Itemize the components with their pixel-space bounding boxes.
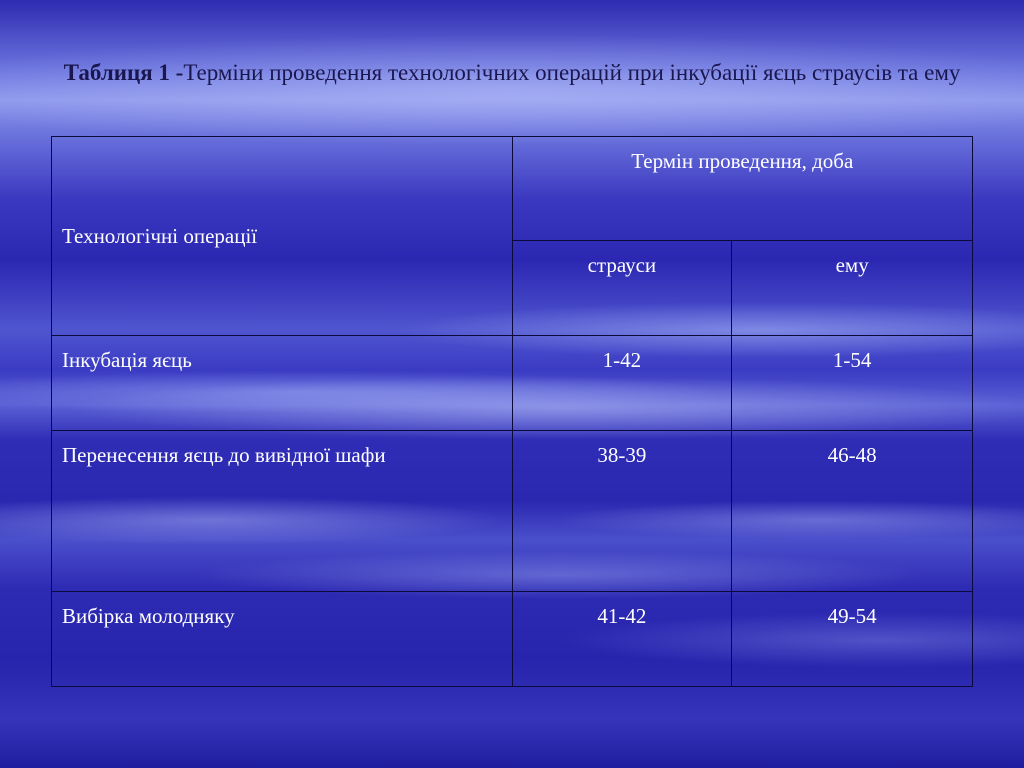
table-header-row [52,137,973,241]
header-cell-term [512,137,973,241]
table-row [52,592,973,687]
table-caption-text: Терміни проведення технологічних операцій при інкубації яєць страусів та ему [183,60,961,85]
operation-cell [52,431,513,592]
header-emu-label: ему [835,253,869,277]
operation-name: Інкубація яєць [62,348,192,372]
header-term-label: Термін проведення, доба [631,149,854,173]
header-ostrich-label: страуси [587,253,657,277]
operation-name: Перенесення яєць до вивідної шафи [62,443,386,467]
ostrich-term-cell [512,431,732,592]
emu-term-value: 1-54 [832,348,872,372]
header-cell-ostrich [512,241,732,336]
operation-cell [52,336,513,431]
emu-term-value: 46-48 [827,443,877,467]
header-cell-operations [52,137,513,336]
table-row [52,431,973,592]
ostrich-term-cell [512,336,732,431]
emu-term-cell [732,431,973,592]
ostrich-term-value: 41-42 [597,604,647,628]
ostrich-term-value: 1-42 [602,348,642,372]
incubation-terms-table [51,136,973,687]
table-row [52,336,973,431]
table-caption-prefix: Таблиця 1 - [63,60,184,85]
emu-term-cell [732,336,973,431]
operation-name: Вибірка молодняку [62,604,235,628]
operation-cell [52,592,513,687]
emu-term-cell [732,592,973,687]
header-cell-emu [732,241,973,336]
header-operations-label: Технологічні операції [62,223,258,248]
slide-title [30,58,994,88]
ostrich-term-cell [512,592,732,687]
emu-term-value: 49-54 [827,604,877,628]
ostrich-term-value: 38-39 [597,443,647,467]
